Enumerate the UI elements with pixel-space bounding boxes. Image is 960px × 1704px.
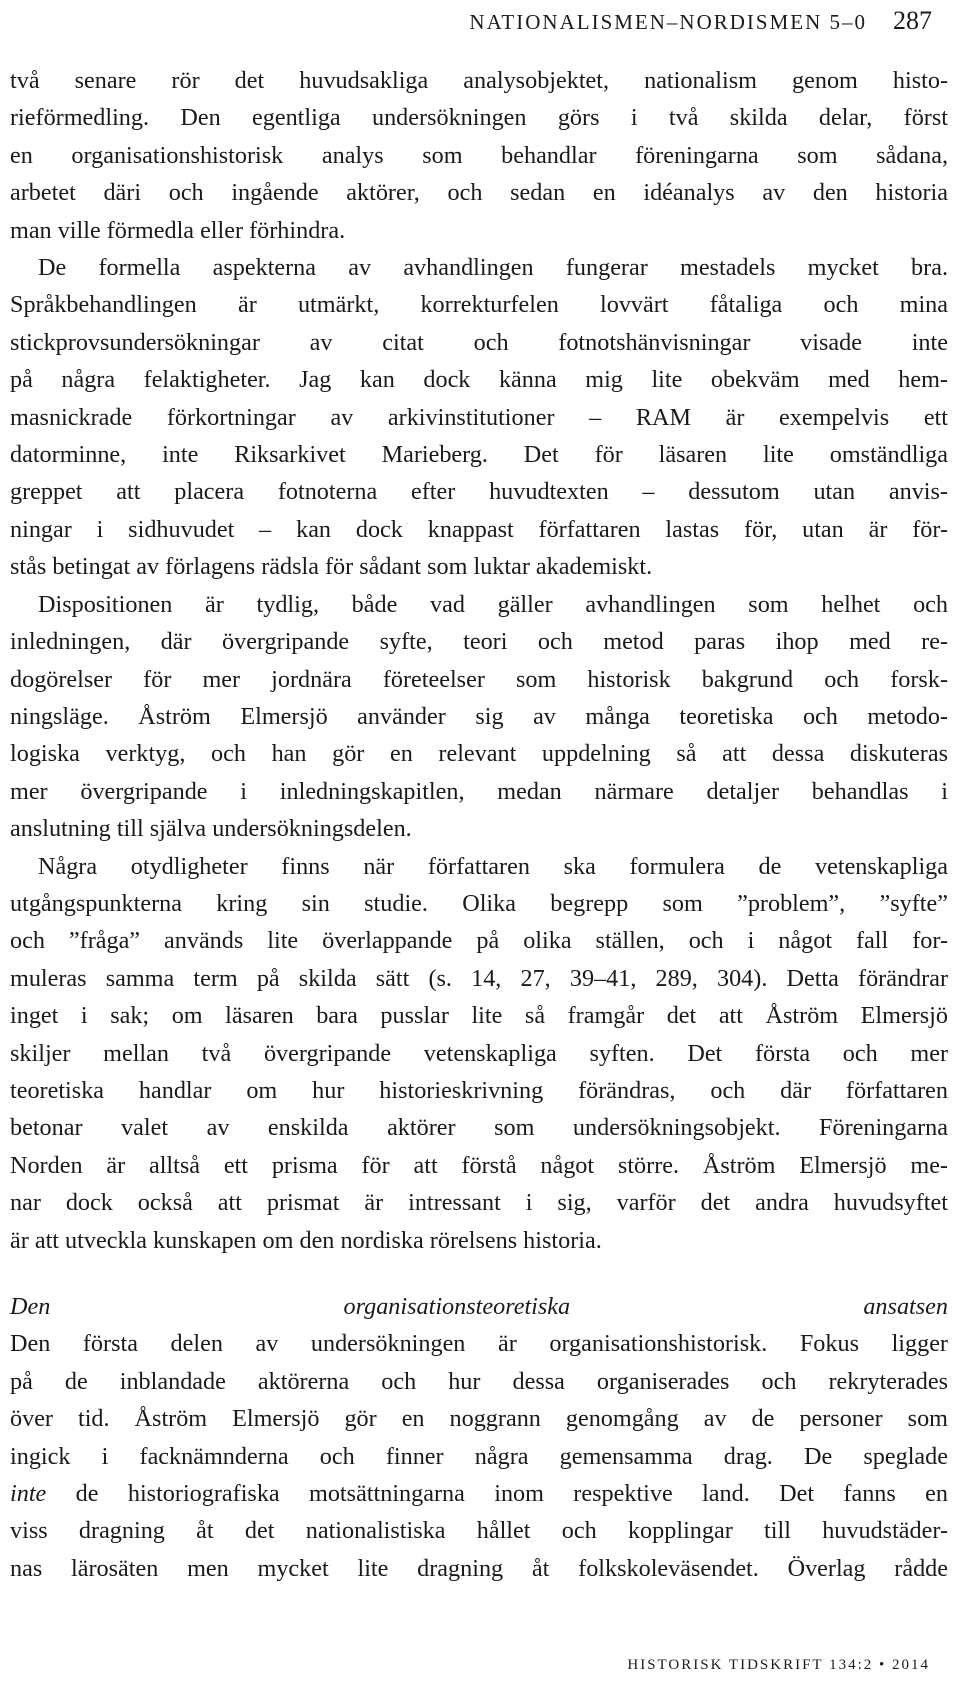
text-line: viss dragning åt det nationalistiska hållet och kopplingar till huvudstäder- (10, 1517, 948, 1545)
text-line: nar dock också att prismat är intressant i sig, varför det andra huvudsyftet (10, 1189, 948, 1217)
text-line: skiljer mellan två övergripande vetenskapliga syften. Det första och mer (10, 1039, 948, 1067)
text-line-rest: de historiografiska motsättningarna inom respektive land. Det fanns en (75, 1480, 948, 1508)
text-line: stickprovsundersökningar av citat och fotnotshänvisningar visade inte (10, 328, 948, 356)
text-line: dogörelser för mer jordnära företeelser som historisk bakgrund och forsk- (10, 665, 948, 693)
text-line: stås betingat av förlagens rädsla för sådant som luktar akademiskt. (10, 553, 653, 581)
text-line: Den första delen av undersökningen är organisationshistorisk. Fokus ligger (10, 1330, 948, 1358)
text-line: en organisationshistorisk analys som behandlar föreningarna som sådana, (10, 141, 948, 169)
text-line-with-emphasis (10, 1475, 948, 1512)
text-line: ningar i sidhuvudet – kan dock knappast författaren lastas för, utan är för- (10, 515, 948, 543)
emphasis-word: inte (10, 1480, 47, 1508)
text-line: greppet att placera fotnoterna efter huvudtexten – dessutom utan anvis- (10, 478, 948, 506)
text-line: datorminne, inte Riksarkivet Marieberg. Det för läsaren lite omständliga (10, 441, 948, 469)
section-heading: Den organisationsteoretiska ansatsen (10, 1293, 948, 1320)
text-line: arbetet däri och ingående aktörer, och sedan en idéanalys av den historia (10, 179, 948, 207)
text-line: två senare rör det huvudsakliga analysobjektet, nationalism genom histo- (10, 67, 948, 94)
text-line: anslutning till själva undersökningsdelen. (10, 815, 412, 843)
page-number: 287 (893, 6, 932, 35)
text-line: på de inblandade aktörerna och hur dessa organiserades och rekryterades (10, 1367, 948, 1395)
text-line: betonar valet av enskilda aktörer som undersökningsobjekt. Föreningarna (10, 1114, 948, 1142)
text-line: Språkbehandlingen är utmärkt, korrekturfelen lovvärt fåtaliga och mina (10, 291, 948, 319)
text-line: och ”fråga” används lite överlappande på olika ställen, och i något fall for- (10, 927, 948, 955)
text-line: inget i sak; om läsaren bara pusslar lite så framgår det att Åström Elmersjö (10, 1002, 948, 1030)
text-line: Norden är alltså ett prisma för att förstå något större. Åström Elmersjö me- (10, 1151, 948, 1179)
text-line: nas lärosäten men mycket lite dragning åt folkskoleväsendet. Överlag rådde (10, 1554, 948, 1582)
text-line: rieförmedling. Den egentliga undersökningen görs i två skilda delar, först (10, 104, 948, 132)
text-line: teoretiska handlar om hur historieskrivning förändras, och där författaren (10, 1076, 948, 1104)
text-line: över tid. Åström Elmersjö gör en noggrann genomgång av de personer som (10, 1405, 948, 1433)
text-line: på några felaktigheter. Jag kan dock känna mig lite obekväm med hem- (10, 366, 948, 394)
text-line: är att utveckla kunskapen om den nordiska rörelsens historia. (10, 1226, 602, 1254)
section-gap (10, 1259, 948, 1288)
running-title: NATIONALISMEN–NORDISMEN 5–0 (469, 10, 867, 34)
article-body (10, 62, 948, 1587)
text-line: ningsläge. Åström Elmersjö använder sig av många teoretiska och metodo- (10, 702, 948, 730)
text-line: Dispositionen är tydlig, både vad gäller avhandlingen som helhet och (38, 590, 948, 618)
text-line: ingick i facknämnderna och finner några gemensamma drag. De speglade (10, 1442, 948, 1470)
text-line: muleras samma term på skilda sätt (s. 14, 27, 39–41, 289, 304). Detta förändrar (10, 964, 948, 992)
text-line: Några otydligheter finns när författaren ska formulera de vetenskapliga (38, 852, 948, 880)
running-header (10, 6, 932, 36)
text-line: De formella aspekterna av avhandlingen fungerar mestadels mycket bra. (38, 254, 948, 282)
text-line: masnickrade förkortningar av arkivinstitutioner – RAM är exempelvis ett (10, 403, 948, 431)
text-line: man ville förmedla eller förhindra. (10, 216, 346, 244)
text-line: utgångspunkterna kring sin studie. Olika begrepp som ”problem”, ”syfte” (10, 889, 948, 917)
journal-footer: HISTORISK TIDSKRIFT 134:2 • 2014 (627, 1657, 930, 1673)
text-line: mer övergripande i inledningskapitlen, medan närmare detaljer behandlas i (10, 777, 948, 805)
text-line: logiska verktyg, och han gör en relevant uppdelning så att dessa diskuteras (10, 740, 948, 768)
text-line: inledningen, där övergripande syfte, teori och metod paras ihop med re- (10, 628, 948, 656)
